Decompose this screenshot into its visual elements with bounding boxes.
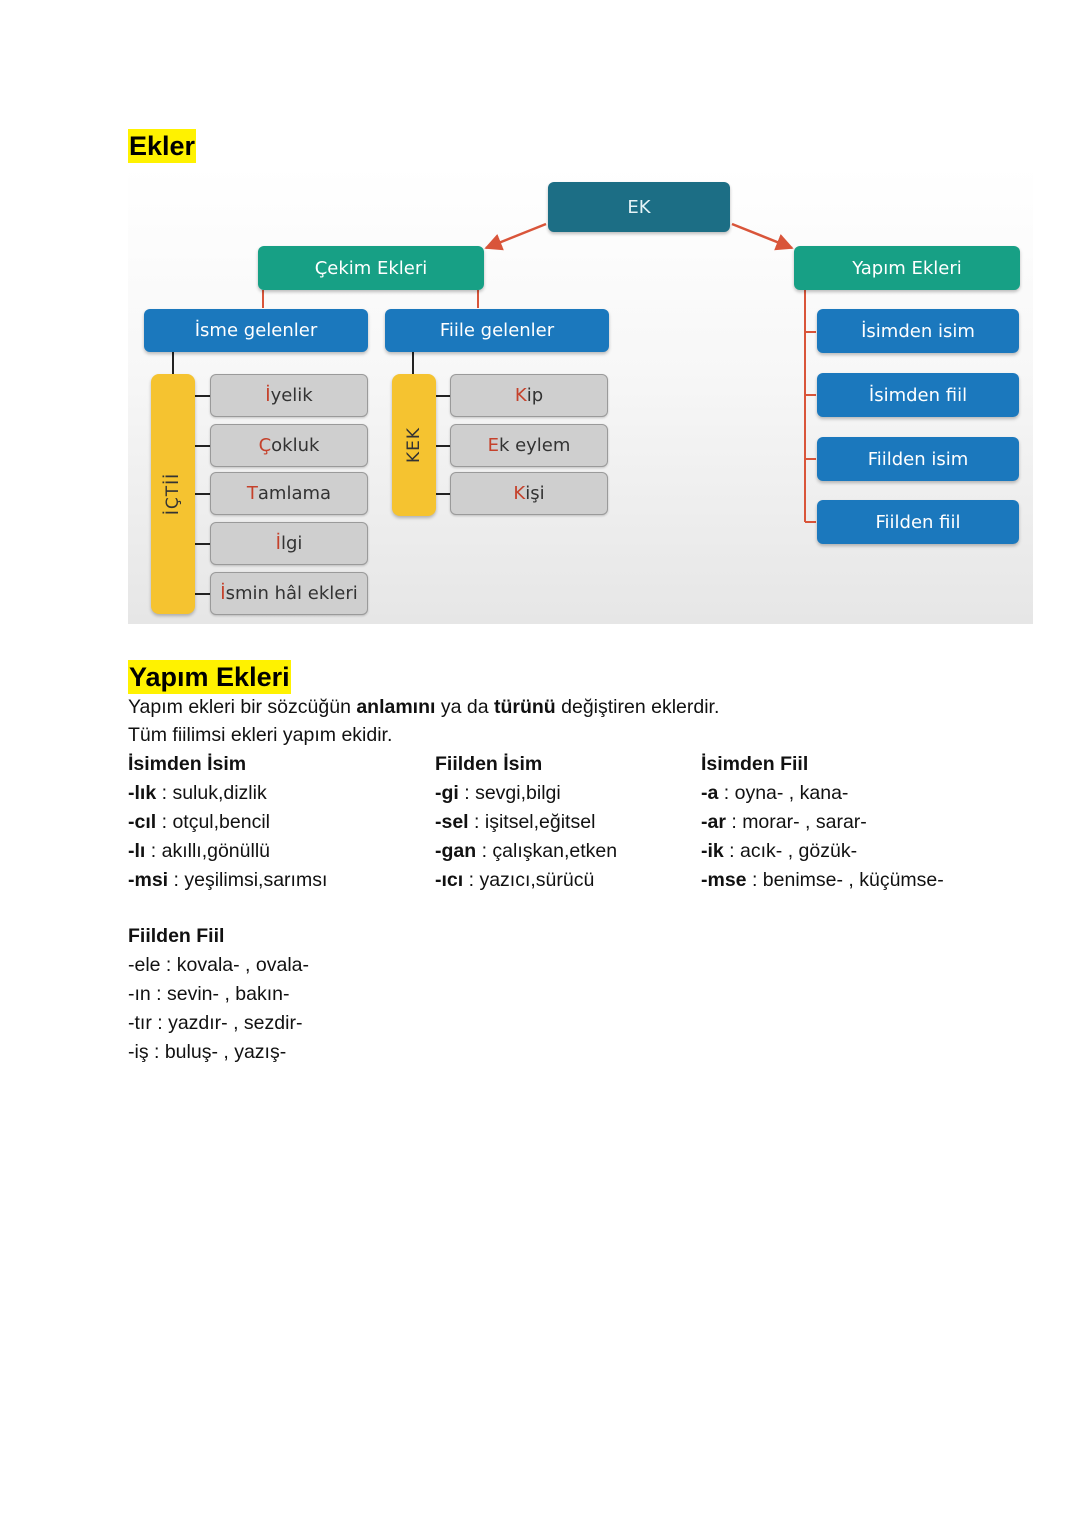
kek-connectors	[435, 396, 450, 494]
fiile-gelenler-box: Fiile gelenler	[385, 309, 609, 352]
list-item: -sel : işitsel,eğitsel	[435, 811, 596, 833]
isimden-isim-column	[128, 750, 327, 895]
cekim-ekleri-box: Çekim Ekleri	[258, 246, 484, 290]
list-item: -lık : suluk,dizlik	[128, 782, 267, 804]
kip-box: K ip	[450, 374, 608, 417]
iyelik-box: İ yelik	[210, 374, 368, 417]
list-item: -msi : yeşilimsi,sarımsı	[128, 869, 328, 891]
page-title: Ekler	[129, 131, 196, 161]
fiilden-isim-column	[435, 750, 617, 895]
list-item: -cıl : otçul,bencil	[128, 811, 270, 833]
ictii-label: İÇTİİ	[163, 472, 183, 516]
list-item: -ıcı : yazıcı,sürücü	[435, 869, 595, 891]
list-item: -lı : akıllı,gönüllü	[128, 840, 270, 862]
isimden-fiil-box: İsimden fiil	[817, 373, 1019, 417]
column-heading: İsimden Fiil	[701, 753, 809, 775]
ictii-bar	[151, 374, 195, 614]
list-item: -ik : acık- , gözük-	[701, 840, 858, 862]
list-item: -gi : sevgi,bilgi	[435, 782, 561, 804]
kisi-box: K işi	[450, 472, 608, 515]
fiilimsi-line: Tüm fiilimsi ekleri yapım ekidir.	[128, 724, 393, 746]
kek-bar	[392, 374, 436, 516]
isimden-isim-box: İsimden isim	[817, 309, 1019, 353]
isme-gelenler-box: İsme gelenler	[144, 309, 368, 352]
kek-label: KEK	[404, 426, 424, 464]
ekler-diagram	[128, 166, 1033, 624]
fiilden-fiil-column	[128, 922, 309, 1067]
arrow-to-yapim	[732, 224, 792, 248]
arrow-to-cekim	[486, 224, 546, 248]
ismin-hal-ekleri-box: İ smin hâl ekleri	[210, 572, 368, 615]
section-heading: Yapım Ekleri	[129, 662, 290, 692]
fiilden-fiil-box: Fiilden fiil	[817, 500, 1019, 544]
fiilden-isim-box: Fiilden isim	[817, 437, 1019, 481]
ictii-connectors	[195, 396, 210, 594]
yapim-ekleri-box: Yapım Ekleri	[794, 246, 1020, 290]
list-item: -a : oyna- , kana-	[701, 782, 849, 804]
ek-root-box: EK	[548, 182, 730, 232]
column-heading: Fiilden Fiil	[128, 925, 225, 947]
column-heading: Fiilden İsim	[435, 753, 543, 775]
cokluk-box: Ç okluk	[210, 424, 368, 467]
list-item: -iş : buluş- , yazış-	[128, 1041, 287, 1063]
list-item: -ele : kovala- , ovala-	[128, 954, 309, 976]
list-item: -mse : benimse- , küçümse-	[701, 869, 944, 891]
column-heading: İsimden İsim	[128, 753, 247, 775]
list-item: -ın : sevin- , bakın-	[128, 983, 290, 1005]
definition-line: Yapım ekleri bir sözcüğün anlamını ya da türünü değiştiren eklerdir.	[128, 696, 720, 718]
ilgi-box: İ lgi	[210, 522, 368, 565]
list-item: -ar : morar- , sarar-	[701, 811, 867, 833]
list-item: -gan : çalışkan,etken	[435, 840, 618, 862]
yapim-bracket	[805, 290, 816, 522]
tamlama-box: T amlama	[210, 472, 368, 515]
isimden-fiil-column	[701, 750, 944, 895]
list-item: -tır : yazdır- , sezdir-	[128, 1012, 303, 1034]
ek-eylem-box: E k eylem	[450, 424, 608, 467]
